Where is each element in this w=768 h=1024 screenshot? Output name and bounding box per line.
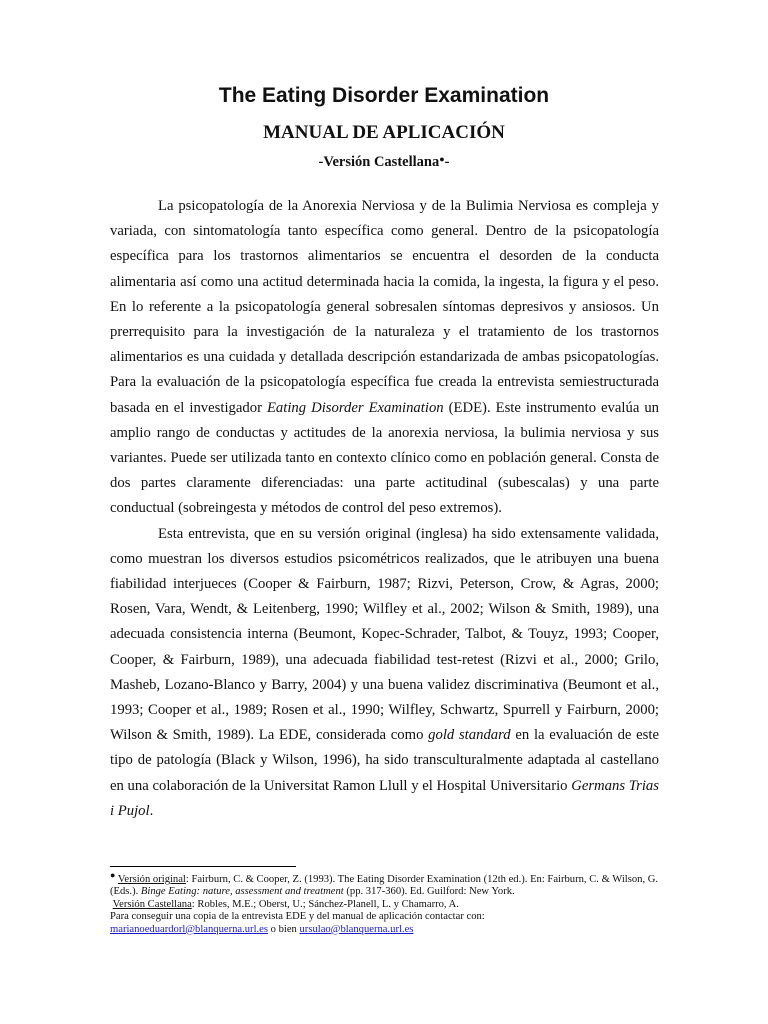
paragraph-2-text: Esta entrevista, que en su versión original (inglesa) ha sido extensamente validada, como muestran los diversos estudios psicométricos realizados, que le atribuyen una buena fiabilidad interjueces (Cooper & Fairburn, 1987; Rizvi, Peterson, Crow, & Agras, 2000; Rosen, Vara, Wendt, & Leitenberg, 1990; Wilfley et al., 2002; Wilson & Smith, 1989), una adecuada consistencia interna (Beumont, Kopec-Schrader, Talbot, & Touyz, 1993; Cooper, Cooper, & Fairburn, 1989), una adecuada fiabilidad test-retest (Rizvi et al., 2000; Grilo, Masheb, Lozano-Blanco y Barry, 2004) y una buena validez discriminativa (Beumont et al., 1993; Cooper et al., 1989; Rosen et al., 1990; Wilfley, Schwartz, Spurrell y Fairburn, 2000; Wilson & Smith, 1989). La EDE, considerada como (110, 525, 659, 744)
body-text (110, 194, 659, 824)
footnote-original-italic: Binge Eating: nature, assessment and treatment (140, 886, 344, 898)
paragraph-1 (110, 194, 659, 522)
footnote-original (110, 869, 662, 899)
email-joiner: o bien (268, 923, 300, 935)
paragraph-2-end: . (149, 802, 154, 819)
footnote-original-label: Versión original (117, 874, 186, 885)
document-title: The Eating Disorder Examination (218, 84, 550, 107)
footnote-castellana-label: Versión Castellana (112, 898, 192, 910)
version-text: -Versión Castellana (318, 154, 440, 170)
paragraph-2 (110, 522, 659, 824)
footnote-divider (110, 866, 296, 867)
email-link-2[interactable]: ursulao@blanquerna.url.es (299, 923, 414, 935)
footnote-castellana (110, 899, 662, 911)
paragraph-2-italic-2: Germans Trias i Pujol (110, 777, 659, 819)
footnotes (110, 869, 662, 936)
footnote-marker-icon: ● (439, 154, 445, 164)
paragraph-1-text: La psicopatología de la Anorexia Nerviosa y de la Bulimia Nerviosa es compleja y variada, con sintomatología tanto específica como general. Dentro de la psicopatología específica para los trastornos alimentarios se encuentra el desorden de la conducta alimentaria así como una actitud determinada hacia la comida, la ingesta, la figura y el peso. En lo referente a la psicopatología general sobresalen síntomas depresivos y ansiosos. Un prerrequisito para la investigación de la naturaleza y el tratamiento de los trastornos alimentarios es una cuidada y detallada descripción estandarizada de ambas psicopatologías. Para la evaluación de la psicopatología específica fue creada la entrevista semiestructurada basada en el investigador (110, 198, 659, 416)
footnote-bullet-icon: ● (110, 870, 116, 880)
paragraph-1-italic: Eating Disorder Examination (266, 399, 444, 416)
footnote-castellana-text: : Robles, M.E.; Oberst, U.; Sánchez-Planell, L. y Chamarro, A. (191, 898, 459, 910)
footnote-original-text: : Fairburn, C. & Cooper, Z. (1993). The Eating Disorder Examination (12th ed.). En: Fairburn, C. & Wilson, G. (Eds.). (110, 874, 659, 898)
version-line (0, 154, 768, 171)
paragraph-2-italic-1: gold standard (428, 727, 511, 744)
email-link-1[interactable]: marianoeduardorl@blanquerna.url.es (110, 923, 269, 935)
paragraph-1-rest: (EDE). Este instrumento evalúa un amplio rango de conductas y actitudes de la anorexia nerviosa, la bulimia nerviosa y sus variantes. Puede ser utilizada tanto en contexto clínico como en población general. Consta de dos partes claramente diferenciadas: una parte actitudinal (subescalas) y una parte conductual (sobreingesta y métodos de control del peso extremos). (110, 399, 660, 517)
footnote-original-end: (pp. 317-360). Ed. Guilford: New York. (343, 886, 515, 898)
paragraph-2-mid: en la evaluación de este tipo de patología (Black y Wilson, 1996), ha sido transculturalmente adaptada al castellano en una colaboración de la Universitat Ramon Llull y el Hospital Universitario (110, 727, 659, 794)
version-suffix: - (444, 154, 450, 170)
footnote-contact: Para conseguir una copia de la entrevista EDE y del manual de aplicación contactar con: (110, 911, 485, 923)
footnote-emails (110, 924, 662, 936)
document-subtitle: MANUAL DE APLICACIÓN (263, 122, 505, 143)
